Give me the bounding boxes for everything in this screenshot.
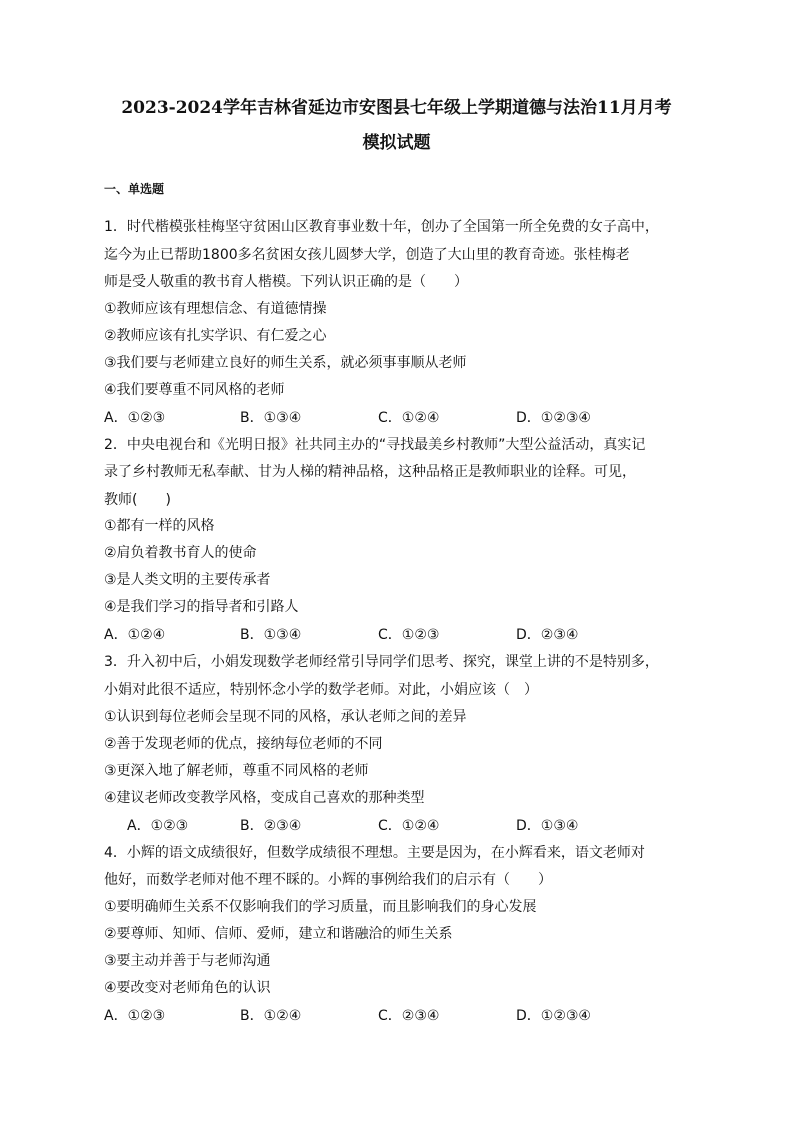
q3-option-c[interactable]: C．①②④ [378,818,440,834]
q2-option-d[interactable]: D．②③④ [516,627,579,643]
q4-item-4: ④要改变对老师角色的认识 [104,980,271,996]
q2-option-c[interactable]: C．①②③ [378,627,440,643]
q4-item-1: ①要明确师生关系不仅影响我们的学习质量，而且影响我们的身心发展 [104,899,537,915]
section-heading: 一、单选题 [104,182,165,196]
q2-item-4: ④是我们学习的指导者和引路人 [104,599,299,615]
q3-stem-line-2: 小娟对此很不适应，特别怀念小学的数学老师。对此，小娟应该（ ） [104,682,538,698]
q4-option-a[interactable]: A．①②③ [104,1008,166,1024]
q2-option-b[interactable]: B．①③④ [240,627,302,643]
q4-stem-line-1: 4．小辉的语文成绩很好，但数学成绩很不理想。主要是因为，在小辉看来，语文老师对 [104,845,645,861]
q3-item-1: ①认识到每位老师会呈现不同的风格，承认老师之间的差异 [104,709,467,725]
q1-item-3: ③我们要与老师建立良好的师生关系，就必须事事顺从老师 [104,355,467,371]
title-line-1: 2023-2024学年吉林省延边市安图县七年级上学期道德与法治11月月考 [121,98,672,118]
q2-stem-line-3: 教师( ) [104,492,171,508]
q3-stem-line-1: 3．升入初中后，小娟发现数学老师经常引导同学们思考、探究，课堂上讲的不是特别多， [104,654,659,670]
q4-option-c[interactable]: C．②③④ [378,1008,440,1024]
q1-stem-line-3: 师是受人敬重的教书育人楷模。下列认识正确的是（ ） [104,274,468,290]
q4-option-b[interactable]: B．①②④ [240,1008,302,1024]
q1-option-a[interactable]: A．①②③ [104,410,166,426]
q4-item-2: ②要尊师、知师、信师、爱师，建立和谐融洽的师生关系 [104,926,453,942]
q2-item-3: ③是人类文明的主要传承者 [104,572,271,588]
q2-item-2: ②肩负着教书育人的使命 [104,545,257,561]
q3-option-a[interactable]: A．①②③ [127,818,189,834]
q1-option-d[interactable]: D．①②③④ [516,410,591,426]
q1-item-2: ②教师应该有扎实学识、有仁爱之心 [104,328,327,344]
q3-option-b[interactable]: B．②③④ [240,818,302,834]
q1-item-1: ①教师应该有理想信念、有道德情操 [104,301,327,317]
title-line-2: 模拟试题 [362,133,431,153]
q1-stem-line-1: 1．时代楷模张桂梅坚守贫困山区教育事业数十年，创办了全国第一所全免费的女子高中， [104,219,659,235]
q3-item-3: ③更深入地了解老师，尊重不同风格的老师 [104,763,369,779]
q2-stem-line-1: 2．中央电视台和《光明日报》社共同主办的“寻找最美乡村教师”大型公益活动，真实记 [104,437,646,453]
q2-stem-line-2: 录了乡村教师无私奉献、甘为人梯的精神品格，这种品格正是教师职业的诠释。可见， [104,464,636,480]
q4-item-3: ③要主动并善于与老师沟通 [104,953,271,969]
q3-item-2: ②善于发现老师的优点，接纳每位老师的不同 [104,736,383,752]
q4-stem-line-2: 他好，而数学老师对他不理不睬的。小辉的事例给我们的启示有（ ） [104,872,552,888]
q3-item-4: ④建议老师改变教学风格，变成自己喜欢的那种类型 [104,790,425,806]
q4-option-d[interactable]: D．①②③④ [516,1008,591,1024]
q1-stem-line-2: 迄今为止已帮助1800多名贫困女孩儿圆梦大学，创造了大山里的教育奇迹。张桂梅老 [104,247,630,263]
q1-item-4: ④我们要尊重不同风格的老师 [104,382,285,398]
q3-option-d[interactable]: D．①③④ [516,818,579,834]
q2-option-a[interactable]: A．①②④ [104,627,166,643]
q1-option-c[interactable]: C．①②④ [378,410,440,426]
q2-item-1: ①都有一样的风格 [104,518,215,534]
q1-option-b[interactable]: B．①③④ [240,410,302,426]
